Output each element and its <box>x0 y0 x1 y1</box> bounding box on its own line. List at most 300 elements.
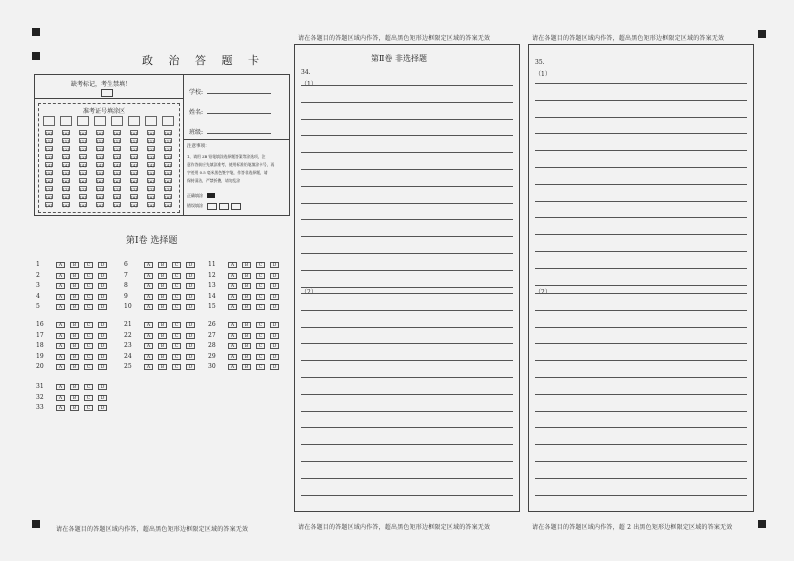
digit-bubble[interactable]: [9] <box>97 203 103 208</box>
digit-bubble[interactable]: [2] <box>131 147 137 152</box>
option-bubble-c[interactable]: C <box>172 322 181 328</box>
digit-bubble[interactable]: [6] <box>114 179 120 184</box>
option-bubble-d[interactable]: D <box>98 304 107 310</box>
digit-bubble[interactable]: [4] <box>148 163 154 168</box>
question-number: 24 <box>124 352 132 360</box>
answer-line[interactable] <box>535 377 747 378</box>
digit-bubble[interactable]: [1] <box>148 139 154 144</box>
option-bubble-b[interactable]: B <box>158 273 167 279</box>
digit-bubble[interactable]: [4] <box>165 163 171 168</box>
option-bubble-b[interactable]: B <box>70 343 79 349</box>
digit-bubble[interactable]: [2] <box>46 147 52 152</box>
digit-bubble[interactable]: [3] <box>131 155 137 160</box>
question-number: 7 <box>124 271 128 279</box>
digit-bubble[interactable]: [2] <box>97 147 103 152</box>
option-bubble-c[interactable]: C <box>172 273 181 279</box>
answer-line[interactable] <box>301 119 513 120</box>
option-bubble-a[interactable]: A <box>56 322 65 328</box>
option-bubble-a[interactable]: A <box>144 364 153 370</box>
option-bubble-c[interactable]: C <box>256 283 265 289</box>
digit-bubble[interactable]: [7] <box>97 187 103 192</box>
option-bubble-c[interactable]: C <box>84 333 93 339</box>
digit-bubble[interactable]: [9] <box>114 203 120 208</box>
option-bubble-d[interactable]: D <box>270 343 279 349</box>
admission-number-area <box>38 103 180 213</box>
option-bubble-a[interactable]: A <box>144 262 153 268</box>
digit-bubble[interactable]: [0] <box>148 131 154 136</box>
notes-line: 意作答前应先填涂准考，使用标准铅笔填涂卡号，再 <box>187 162 275 167</box>
option-bubble-b[interactable]: B <box>158 304 167 310</box>
answer-line[interactable] <box>535 201 747 202</box>
option-bubble-d[interactable]: D <box>186 262 195 268</box>
answer-line[interactable] <box>301 478 513 479</box>
digit-bubble[interactable]: [9] <box>165 203 171 208</box>
option-bubble-c[interactable]: C <box>84 294 93 300</box>
question-number: 9 <box>124 292 128 300</box>
digit-bubble[interactable]: [8] <box>97 195 103 200</box>
answer-line[interactable] <box>301 343 513 344</box>
digit-bubble[interactable]: [8] <box>165 195 171 200</box>
digit-bubble[interactable]: [4] <box>46 163 52 168</box>
answer-line[interactable] <box>535 83 747 84</box>
option-bubble-c[interactable]: C <box>256 333 265 339</box>
option-bubble-d[interactable]: D <box>186 343 195 349</box>
option-bubble-a[interactable]: A <box>56 273 65 279</box>
option-bubble-d[interactable]: D <box>186 333 195 339</box>
digit-bubble[interactable]: [6] <box>131 179 137 184</box>
digit-bubble[interactable]: [2] <box>148 147 154 152</box>
option-bubble-d[interactable]: D <box>98 395 107 401</box>
digit-bubble[interactable]: [9] <box>63 203 69 208</box>
answer-line[interactable] <box>535 394 747 395</box>
section1-title: 第Ⅰ卷 选择题 <box>126 236 178 246</box>
digit-bubble[interactable]: [7] <box>131 187 137 192</box>
top-warning-right: 请在各题目的答题区域内作答，超出黑色矩形边框限定区域的答案无效 <box>532 35 725 42</box>
digit-bubble[interactable]: [2] <box>114 147 120 152</box>
digit-bubble[interactable]: [7] <box>80 187 86 192</box>
digit-bubble[interactable]: [5] <box>114 171 120 176</box>
option-bubble-b[interactable]: B <box>70 262 79 268</box>
option-bubble-b[interactable]: B <box>70 333 79 339</box>
option-bubble-c[interactable]: C <box>84 354 93 360</box>
name-label: 姓名: <box>189 109 204 116</box>
option-bubble-b[interactable]: B <box>242 283 251 289</box>
option-bubble-c[interactable]: C <box>256 322 265 328</box>
option-bubble-a[interactable]: A <box>56 262 65 268</box>
option-bubble-c[interactable]: C <box>84 343 93 349</box>
option-bubble-b[interactable]: B <box>70 294 79 300</box>
option-bubble-d[interactable]: D <box>270 322 279 328</box>
question-number: 23 <box>124 342 132 349</box>
option-bubble-b[interactable]: B <box>70 273 79 279</box>
option-bubble-b[interactable]: B <box>70 364 79 370</box>
option-bubble-a[interactable]: A <box>144 273 153 279</box>
option-bubble-b[interactable]: B <box>70 283 79 289</box>
answer-line[interactable] <box>535 461 747 462</box>
digit-bubble[interactable]: [7] <box>165 187 171 192</box>
option-bubble-c[interactable]: C <box>84 395 93 401</box>
digit-column-cell[interactable] <box>43 116 55 126</box>
option-bubble-d[interactable]: D <box>270 354 279 360</box>
digit-bubble[interactable]: [0] <box>97 131 103 136</box>
option-bubble-b[interactable]: B <box>242 294 251 300</box>
answer-line[interactable] <box>535 444 747 445</box>
correct-fill-sample <box>207 193 215 198</box>
option-bubble-c[interactable]: C <box>172 333 181 339</box>
answer-line[interactable] <box>301 135 513 136</box>
option-bubble-d[interactable]: D <box>270 304 279 310</box>
option-bubble-a[interactable]: A <box>144 304 153 310</box>
digit-bubble[interactable]: [1] <box>63 139 69 144</box>
digit-bubble[interactable]: [7] <box>148 187 154 192</box>
digit-bubble[interactable]: [1] <box>97 139 103 144</box>
wrong-fill-label: 错误填涂 <box>187 203 203 208</box>
digit-bubble[interactable]: [5] <box>131 171 137 176</box>
digit-bubble[interactable]: [5] <box>80 171 86 176</box>
option-bubble-b[interactable]: B <box>242 322 251 328</box>
option-bubble-d[interactable]: D <box>186 322 195 328</box>
answer-line[interactable] <box>301 186 513 187</box>
option-bubble-d[interactable]: D <box>186 354 195 360</box>
correct-fill-label: 正确填涂 <box>187 193 203 198</box>
digit-bubble[interactable]: [3] <box>165 155 171 160</box>
answer-line[interactable] <box>301 444 513 445</box>
question-number: 26 <box>208 321 216 328</box>
answer-line[interactable] <box>535 310 747 311</box>
answer-line[interactable] <box>301 236 513 237</box>
digit-column-cell[interactable] <box>94 116 106 126</box>
option-bubble-b[interactable]: B <box>158 364 167 370</box>
answer-line[interactable] <box>301 394 513 395</box>
digit-bubble[interactable]: [7] <box>63 187 69 192</box>
answer-line[interactable] <box>301 287 513 288</box>
option-bubble-a[interactable]: A <box>56 294 65 300</box>
option-bubble-a[interactable]: A <box>228 364 237 370</box>
digit-bubble[interactable]: [8] <box>114 195 120 200</box>
digit-bubble[interactable]: [4] <box>131 163 137 168</box>
digit-bubble[interactable]: [8] <box>131 195 137 200</box>
answer-line[interactable] <box>535 495 747 496</box>
answer-line[interactable] <box>535 360 747 361</box>
option-bubble-d[interactable]: D <box>98 294 107 300</box>
option-bubble-a[interactable]: A <box>228 343 237 349</box>
option-bubble-b[interactable]: B <box>242 343 251 349</box>
option-bubble-a[interactable]: A <box>144 354 153 360</box>
option-bubble-d[interactable]: D <box>98 354 107 360</box>
digit-bubble[interactable]: [8] <box>63 195 69 200</box>
option-bubble-b[interactable]: B <box>242 273 251 279</box>
answer-line[interactable] <box>535 327 747 328</box>
answer-line[interactable] <box>535 478 747 479</box>
digit-bubble[interactable]: [8] <box>80 195 86 200</box>
answer-line[interactable] <box>535 133 747 134</box>
answer-line[interactable] <box>535 167 747 168</box>
option-bubble-c[interactable]: C <box>84 364 93 370</box>
option-bubble-c[interactable]: C <box>84 283 93 289</box>
answer-line[interactable] <box>535 234 747 235</box>
digit-bubble[interactable]: [5] <box>97 171 103 176</box>
option-bubble-b[interactable]: B <box>158 333 167 339</box>
answer-line[interactable] <box>301 495 513 496</box>
answer-box-34 <box>294 44 520 512</box>
option-bubble-c[interactable]: C <box>84 384 93 390</box>
digit-bubble[interactable]: [4] <box>63 163 69 168</box>
answer-line[interactable] <box>301 85 513 86</box>
digit-bubble[interactable]: [9] <box>148 203 154 208</box>
option-bubble-c[interactable]: C <box>256 343 265 349</box>
option-bubble-d[interactable]: D <box>186 364 195 370</box>
option-bubble-d[interactable]: D <box>98 384 107 390</box>
option-bubble-c[interactable]: C <box>84 273 93 279</box>
digit-bubble[interactable]: [0] <box>80 131 86 136</box>
digit-bubble[interactable]: [6] <box>148 179 154 184</box>
digit-bubble[interactable]: [6] <box>46 179 52 184</box>
class-input[interactable] <box>207 133 271 134</box>
answer-line[interactable] <box>301 310 513 311</box>
answer-line[interactable] <box>535 285 747 286</box>
subquestion-2-label: （2） <box>535 289 551 296</box>
option-bubble-c[interactable]: C <box>256 354 265 360</box>
digit-column-cell[interactable] <box>77 116 89 126</box>
option-bubble-a[interactable]: A <box>144 283 153 289</box>
answer-line[interactable] <box>535 343 747 344</box>
option-bubble-b[interactable]: B <box>70 395 79 401</box>
question-number: 1 <box>36 261 40 268</box>
option-bubble-c[interactable]: C <box>172 343 181 349</box>
digit-bubble[interactable]: [7] <box>114 187 120 192</box>
question-number: 21 <box>124 321 132 328</box>
answer-line[interactable] <box>301 203 513 204</box>
option-bubble-c[interactable]: C <box>84 405 93 411</box>
answer-line[interactable] <box>301 360 513 361</box>
option-bubble-d[interactable]: D <box>186 294 195 300</box>
answer-line[interactable] <box>535 293 747 294</box>
answer-line[interactable] <box>535 184 747 185</box>
digit-bubble[interactable]: [8] <box>148 195 154 200</box>
option-bubble-a[interactable]: A <box>144 294 153 300</box>
option-bubble-a[interactable]: A <box>144 333 153 339</box>
option-bubble-a[interactable]: A <box>56 283 65 289</box>
option-bubble-c[interactable]: C <box>172 304 181 310</box>
digit-column-cell[interactable] <box>60 116 72 126</box>
option-bubble-d[interactable]: D <box>98 322 107 328</box>
answer-line[interactable] <box>535 217 747 218</box>
option-bubble-b[interactable]: B <box>70 384 79 390</box>
option-bubble-b[interactable]: B <box>70 354 79 360</box>
option-bubble-b[interactable]: B <box>158 294 167 300</box>
option-bubble-b[interactable]: B <box>158 283 167 289</box>
option-bubble-c[interactable]: C <box>256 273 265 279</box>
option-bubble-a[interactable]: A <box>228 304 237 310</box>
option-bubble-c[interactable]: C <box>256 304 265 310</box>
digit-bubble[interactable]: [2] <box>165 147 171 152</box>
digit-bubble[interactable]: [2] <box>63 147 69 152</box>
option-bubble-c[interactable]: C <box>172 262 181 268</box>
digit-bubble[interactable]: [3] <box>46 155 52 160</box>
option-bubble-a[interactable]: A <box>56 333 65 339</box>
digit-bubble[interactable]: [4] <box>97 163 103 168</box>
digit-bubble[interactable]: [5] <box>148 171 154 176</box>
answer-line[interactable] <box>535 268 747 269</box>
digit-bubble[interactable]: [6] <box>165 179 171 184</box>
digit-bubble[interactable]: [3] <box>63 155 69 160</box>
option-bubble-d[interactable]: D <box>98 283 107 289</box>
question-number: 13 <box>208 282 216 289</box>
option-bubble-a[interactable]: A <box>228 262 237 268</box>
option-bubble-d[interactable]: D <box>98 273 107 279</box>
option-bubble-c[interactable]: C <box>172 364 181 370</box>
option-bubble-d[interactable]: D <box>186 283 195 289</box>
option-bubble-d[interactable]: D <box>98 262 107 268</box>
option-bubble-c[interactable]: C <box>256 262 265 268</box>
answer-line[interactable] <box>535 411 747 412</box>
option-bubble-d[interactable]: D <box>98 364 107 370</box>
option-bubble-a[interactable]: A <box>228 273 237 279</box>
option-bubble-c[interactable]: C <box>172 354 181 360</box>
name-input[interactable] <box>207 113 271 114</box>
digit-bubble[interactable]: [8] <box>46 195 52 200</box>
option-bubble-b[interactable]: B <box>242 364 251 370</box>
option-bubble-c[interactable]: C <box>172 283 181 289</box>
option-bubble-c[interactable]: C <box>256 294 265 300</box>
option-bubble-d[interactable]: D <box>98 343 107 349</box>
question-number: 14 <box>208 292 216 300</box>
option-bubble-a[interactable]: A <box>56 395 65 401</box>
option-bubble-a[interactable]: A <box>144 343 153 349</box>
option-bubble-a[interactable]: A <box>228 283 237 289</box>
digit-bubble[interactable]: [6] <box>80 179 86 184</box>
digit-bubble[interactable]: [5] <box>46 171 52 176</box>
digit-bubble[interactable]: [0] <box>46 131 52 136</box>
answer-line[interactable] <box>535 117 747 118</box>
digit-bubble[interactable]: [0] <box>165 131 171 136</box>
option-bubble-d[interactable]: D <box>98 405 107 411</box>
option-bubble-b[interactable]: B <box>70 322 79 328</box>
option-bubble-b[interactable]: B <box>242 304 251 310</box>
option-bubble-c[interactable]: C <box>84 262 93 268</box>
digit-bubble[interactable]: [3] <box>80 155 86 160</box>
option-bubble-a[interactable]: A <box>56 405 65 411</box>
digit-bubble[interactable]: [0] <box>114 131 120 136</box>
registration-mark <box>32 28 40 36</box>
answer-line[interactable] <box>301 253 513 254</box>
digit-bubble[interactable]: [2] <box>80 147 86 152</box>
digit-bubble[interactable]: [9] <box>131 203 137 208</box>
answer-line[interactable] <box>301 427 513 428</box>
answer-line[interactable] <box>301 377 513 378</box>
option-bubble-c[interactable]: C <box>256 364 265 370</box>
option-bubble-b[interactable]: B <box>158 262 167 268</box>
answer-line[interactable] <box>301 102 513 103</box>
option-bubble-b[interactable]: B <box>70 405 79 411</box>
digit-bubble[interactable]: [5] <box>165 171 171 176</box>
answer-line[interactable] <box>301 270 513 271</box>
digit-bubble[interactable]: [1] <box>46 139 52 144</box>
answer-line[interactable] <box>301 169 513 170</box>
option-bubble-d[interactable]: D <box>270 333 279 339</box>
option-bubble-a[interactable]: A <box>56 364 65 370</box>
digit-bubble[interactable]: [7] <box>46 187 52 192</box>
digit-column-cell[interactable] <box>145 116 157 126</box>
answer-line[interactable] <box>301 152 513 153</box>
option-bubble-c[interactable]: C <box>84 322 93 328</box>
option-bubble-b[interactable]: B <box>158 354 167 360</box>
option-bubble-d[interactable]: D <box>186 304 195 310</box>
school-input[interactable] <box>207 93 271 94</box>
digit-bubble[interactable]: [3] <box>148 155 154 160</box>
question-number: 15 <box>208 303 216 310</box>
registration-mark <box>32 520 40 528</box>
answer-line[interactable] <box>301 327 513 328</box>
option-bubble-b[interactable]: B <box>70 304 79 310</box>
answer-line[interactable] <box>301 219 513 220</box>
option-bubble-a[interactable]: A <box>228 322 237 328</box>
option-bubble-a[interactable]: A <box>144 322 153 328</box>
option-bubble-d[interactable]: D <box>270 294 279 300</box>
digit-bubble[interactable]: [0] <box>63 131 69 136</box>
option-bubble-d[interactable]: D <box>98 333 107 339</box>
digit-bubble[interactable]: [5] <box>63 171 69 176</box>
digit-column-cell[interactable] <box>162 116 174 126</box>
digit-bubble[interactable]: [1] <box>80 139 86 144</box>
digit-bubble[interactable]: [1] <box>114 139 120 144</box>
option-bubble-a[interactable]: A <box>56 384 65 390</box>
answer-line[interactable] <box>301 293 513 294</box>
option-bubble-d[interactable]: D <box>270 283 279 289</box>
option-bubble-d[interactable]: D <box>270 273 279 279</box>
digit-bubble[interactable]: [6] <box>97 179 103 184</box>
option-bubble-a[interactable]: A <box>228 294 237 300</box>
question-number: 33 <box>36 404 44 411</box>
digit-bubble[interactable]: [3] <box>114 155 120 160</box>
answer-line[interactable] <box>535 251 747 252</box>
digit-bubble[interactable]: [6] <box>63 179 69 184</box>
option-bubble-a[interactable]: A <box>56 343 65 349</box>
digit-bubble[interactable]: [4] <box>80 163 86 168</box>
absent-checkbox[interactable] <box>101 89 113 97</box>
option-bubble-b[interactable]: B <box>158 322 167 328</box>
option-bubble-b[interactable]: B <box>242 354 251 360</box>
answer-line[interactable] <box>535 100 747 101</box>
option-bubble-b[interactable]: B <box>242 333 251 339</box>
option-bubble-b[interactable]: B <box>242 262 251 268</box>
answer-line[interactable] <box>535 150 747 151</box>
digit-bubble[interactable]: [4] <box>114 163 120 168</box>
option-bubble-b[interactable]: B <box>158 343 167 349</box>
option-bubble-c[interactable]: C <box>172 294 181 300</box>
option-bubble-d[interactable]: D <box>186 273 195 279</box>
digit-bubble[interactable]: [9] <box>80 203 86 208</box>
option-bubble-d[interactable]: D <box>270 364 279 370</box>
digit-bubble[interactable]: [3] <box>97 155 103 160</box>
option-bubble-a[interactable]: A <box>228 354 237 360</box>
option-bubble-a[interactable]: A <box>56 354 65 360</box>
digit-bubble[interactable]: [1] <box>131 139 137 144</box>
option-bubble-c[interactable]: C <box>84 304 93 310</box>
option-bubble-a[interactable]: A <box>228 333 237 339</box>
answer-line[interactable] <box>535 427 747 428</box>
answer-line[interactable] <box>301 461 513 462</box>
digit-column-cell[interactable] <box>111 116 123 126</box>
digit-bubble[interactable]: [9] <box>46 203 52 208</box>
answer-line[interactable] <box>301 411 513 412</box>
option-bubble-d[interactable]: D <box>270 262 279 268</box>
digit-column-cell[interactable] <box>128 116 140 126</box>
digit-bubble[interactable]: [0] <box>131 131 137 136</box>
school-label: 学校: <box>189 89 204 96</box>
digit-bubble[interactable]: [1] <box>165 139 171 144</box>
option-bubble-a[interactable]: A <box>56 304 65 310</box>
